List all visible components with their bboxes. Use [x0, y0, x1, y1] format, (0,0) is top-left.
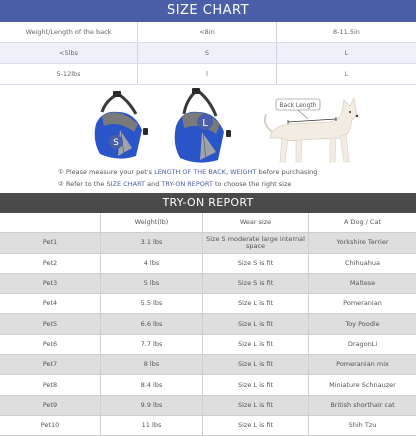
pet-weight: 6.6 lbs: [101, 314, 203, 333]
instruction-text: Please measure your pet's: [63, 168, 155, 176]
pet-name: Pet4: [0, 294, 101, 313]
pet-breed: Yorkshire Terrier: [336, 238, 389, 247]
table-row: [0, 375, 416, 395]
pet-name: Pet9: [0, 396, 101, 415]
back-length-label: Back Length: [279, 102, 317, 109]
pet-name: Pet6: [0, 335, 101, 354]
dog-illustration: [265, 98, 358, 162]
pet-weight: 8.4 lbs: [101, 375, 203, 394]
column-header: A Dog / Cat: [343, 218, 381, 227]
wear-size: Size L is fit: [203, 375, 309, 394]
size-chart-cell: L: [344, 70, 349, 78]
try-on-header-row: [0, 213, 416, 233]
table-row: [0, 335, 416, 355]
wear-size: Size L is fit: [203, 396, 309, 415]
pet-weight: 9.9 lbs: [101, 396, 203, 415]
size-chart-cell: Weight/Length of the back: [0, 22, 138, 42]
table-row: [0, 274, 416, 294]
instructions: [58, 166, 317, 190]
product-illustration: [0, 86, 416, 166]
pet-name: Pet10: [0, 416, 101, 435]
size-chart-cell: L: [344, 49, 349, 57]
column-header: Wear size: [203, 213, 309, 232]
pet-name: Pet8: [0, 375, 101, 394]
pet-weight: 3.1 lbs: [101, 233, 203, 252]
instruction-highlight: LENGTH OF THE BACK: [154, 168, 226, 176]
pet-weight: 5 lbs: [101, 274, 203, 293]
table-row: [0, 416, 416, 436]
table-row: [0, 396, 416, 416]
pet-breed: Maltese: [349, 279, 376, 288]
pet-breed: Shih Tzu: [348, 421, 377, 430]
instruction-text: before purchasing: [256, 168, 318, 176]
size-chart-title: SIZE CHART: [0, 0, 416, 22]
pet-weight: 4 lbs: [101, 254, 203, 273]
table-row: [0, 314, 416, 334]
size-chart-row: [0, 64, 416, 85]
pet-weight: 5.5 lbs: [101, 294, 203, 313]
wear-size: Size S moderate large internal space: [203, 233, 309, 252]
wear-size: Size L is fit: [203, 355, 309, 374]
instruction-number: ②: [58, 180, 64, 188]
instruction-text: Refer to the: [63, 180, 107, 188]
try-on-table: [0, 213, 416, 436]
instruction-line-1: [58, 166, 317, 178]
table-row: [0, 233, 416, 253]
bag-l-label: L: [202, 118, 208, 129]
instruction-number: ①: [58, 168, 64, 176]
size-chart-row: [0, 22, 416, 43]
sling-bag-small-image: [95, 91, 148, 159]
pet-name: Pet3: [0, 274, 101, 293]
wear-size: Size L is fit: [203, 416, 309, 435]
size-chart-cell: <8in: [138, 22, 277, 42]
pet-weight: 7.7 lbs: [101, 335, 203, 354]
pet-name: Pet7: [0, 355, 101, 374]
bag-s-label: S: [113, 138, 119, 148]
wear-size: Size L is fit: [203, 294, 309, 313]
size-chart-cell: S: [138, 43, 277, 63]
pet-breed: Toy Poodle: [345, 319, 380, 328]
size-chart-table: [0, 22, 416, 85]
pet-breed: Chihuahua: [345, 258, 380, 267]
instruction-text: ,: [225, 168, 231, 176]
pet-breed: Pomeranian: [343, 299, 382, 308]
size-chart-cell: <5lbs: [0, 43, 138, 63]
pet-weight: 8 lbs: [101, 355, 203, 374]
instruction-text: to choose the right size: [212, 180, 292, 188]
sling-bag-large-image: [175, 88, 231, 163]
wear-size: Size L is fit: [203, 314, 309, 333]
column-header: Weight(lb): [101, 213, 203, 232]
try-on-title: TRY-ON REPORT: [0, 193, 416, 213]
instruction-highlight: WEIGHT: [230, 168, 257, 176]
pet-name: Pet1: [0, 233, 101, 252]
instruction-highlight: SIZE CHART: [106, 180, 146, 188]
wear-size: Size L is fit: [203, 335, 309, 354]
pet-weight: 11 lbs: [101, 416, 203, 435]
pet-breed: Miniature Schnauzer: [329, 380, 396, 389]
size-chart-cell: l: [138, 64, 277, 84]
pet-breed: DragonLi: [347, 339, 378, 348]
pet-name: Pet5: [0, 314, 101, 333]
table-row: [0, 355, 416, 375]
instruction-line-2: [58, 178, 317, 190]
instruction-text: and: [145, 180, 162, 188]
size-chart-cell: 5-12lbs: [0, 64, 138, 84]
wear-size: Size S is fit: [203, 254, 309, 273]
instruction-highlight: TRY-ON REPORT: [161, 180, 213, 188]
wear-size: Size S is fit: [203, 274, 309, 293]
pet-breed: Pomeranian mix: [336, 360, 389, 369]
column-header: [0, 213, 101, 232]
table-row: [0, 294, 416, 314]
table-row: [0, 254, 416, 274]
pet-name: Pet2: [0, 254, 101, 273]
size-chart-cell: 8-11.5in: [333, 28, 360, 36]
size-chart-row: [0, 43, 416, 64]
pet-breed: British shorthair cat: [330, 400, 395, 409]
